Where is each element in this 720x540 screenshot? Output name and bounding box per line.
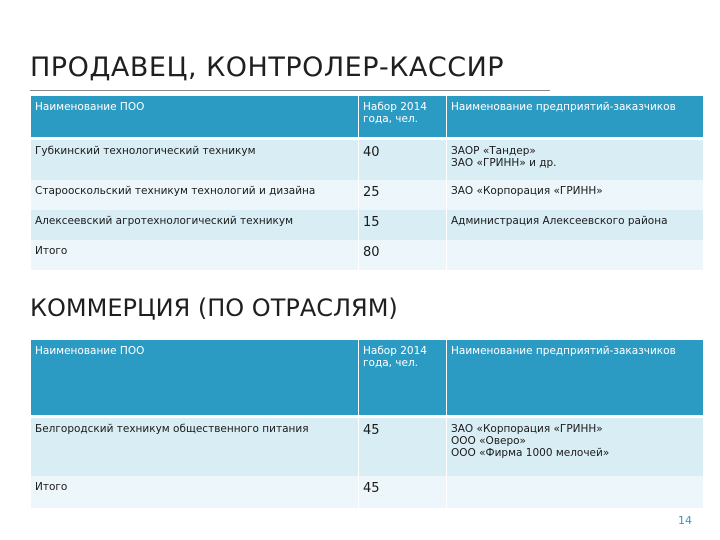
header-customers: Наименование предприятий-заказчиков [447, 340, 703, 416]
row-customers: ЗАОР «Тандер» ЗАО «ГРИНН» и др. [447, 138, 703, 180]
row-poo: Алексеевский агротехнологический техникум [31, 210, 359, 240]
total-label: Итого [31, 476, 359, 508]
table-row [31, 180, 703, 210]
row-count: 45 [359, 416, 447, 476]
row-count: 40 [359, 138, 447, 180]
row-customers: ЗАО «Корпорация «ГРИНН» [447, 180, 703, 210]
row-poo: Губкинский технологический техникум [31, 138, 359, 180]
section2-title: КОММЕРЦИЯ (ПО ОТРАСЛЯМ) [30, 294, 398, 322]
header-poo: Наименование ПОО [31, 340, 359, 416]
section1-title: ПРОДАВЕЦ, КОНТРОЛЕР-КАССИР [30, 52, 505, 83]
row-count: 25 [359, 180, 447, 210]
section1-table [30, 96, 703, 270]
page-number: 14 [678, 514, 692, 527]
row-poo: Старооскольский техникум технологий и дизайна [31, 180, 359, 210]
table-row [31, 210, 703, 240]
header-customers: Наименование предприятий-заказчиков [447, 96, 703, 138]
total-customers [447, 476, 703, 508]
section2-table [30, 340, 703, 508]
table-row [31, 138, 703, 180]
total-row [31, 476, 703, 508]
header-count: Набор 2014 года, чел. [359, 96, 447, 138]
row-customers: Администрация Алексеевского района [447, 210, 703, 240]
header-count: Набор 2014 года, чел. [359, 340, 447, 416]
header-poo: Наименование ПОО [31, 96, 359, 138]
top-bar [0, 0, 720, 8]
table-header-row [31, 340, 703, 416]
total-row [31, 240, 703, 270]
row-customers: ЗАО «Корпорация «ГРИНН» ООО «Оверо» ООО «Фирма 1000 мелочей» [447, 416, 703, 476]
total-count: 80 [359, 240, 447, 270]
total-count: 45 [359, 476, 447, 508]
total-label: Итого [31, 240, 359, 270]
table-row [31, 416, 703, 476]
row-count: 15 [359, 210, 447, 240]
title-underline [30, 90, 550, 91]
row-poo: Белгородский техникум общественного питания [31, 416, 359, 476]
total-customers [447, 240, 703, 270]
table-header-row [31, 96, 703, 138]
